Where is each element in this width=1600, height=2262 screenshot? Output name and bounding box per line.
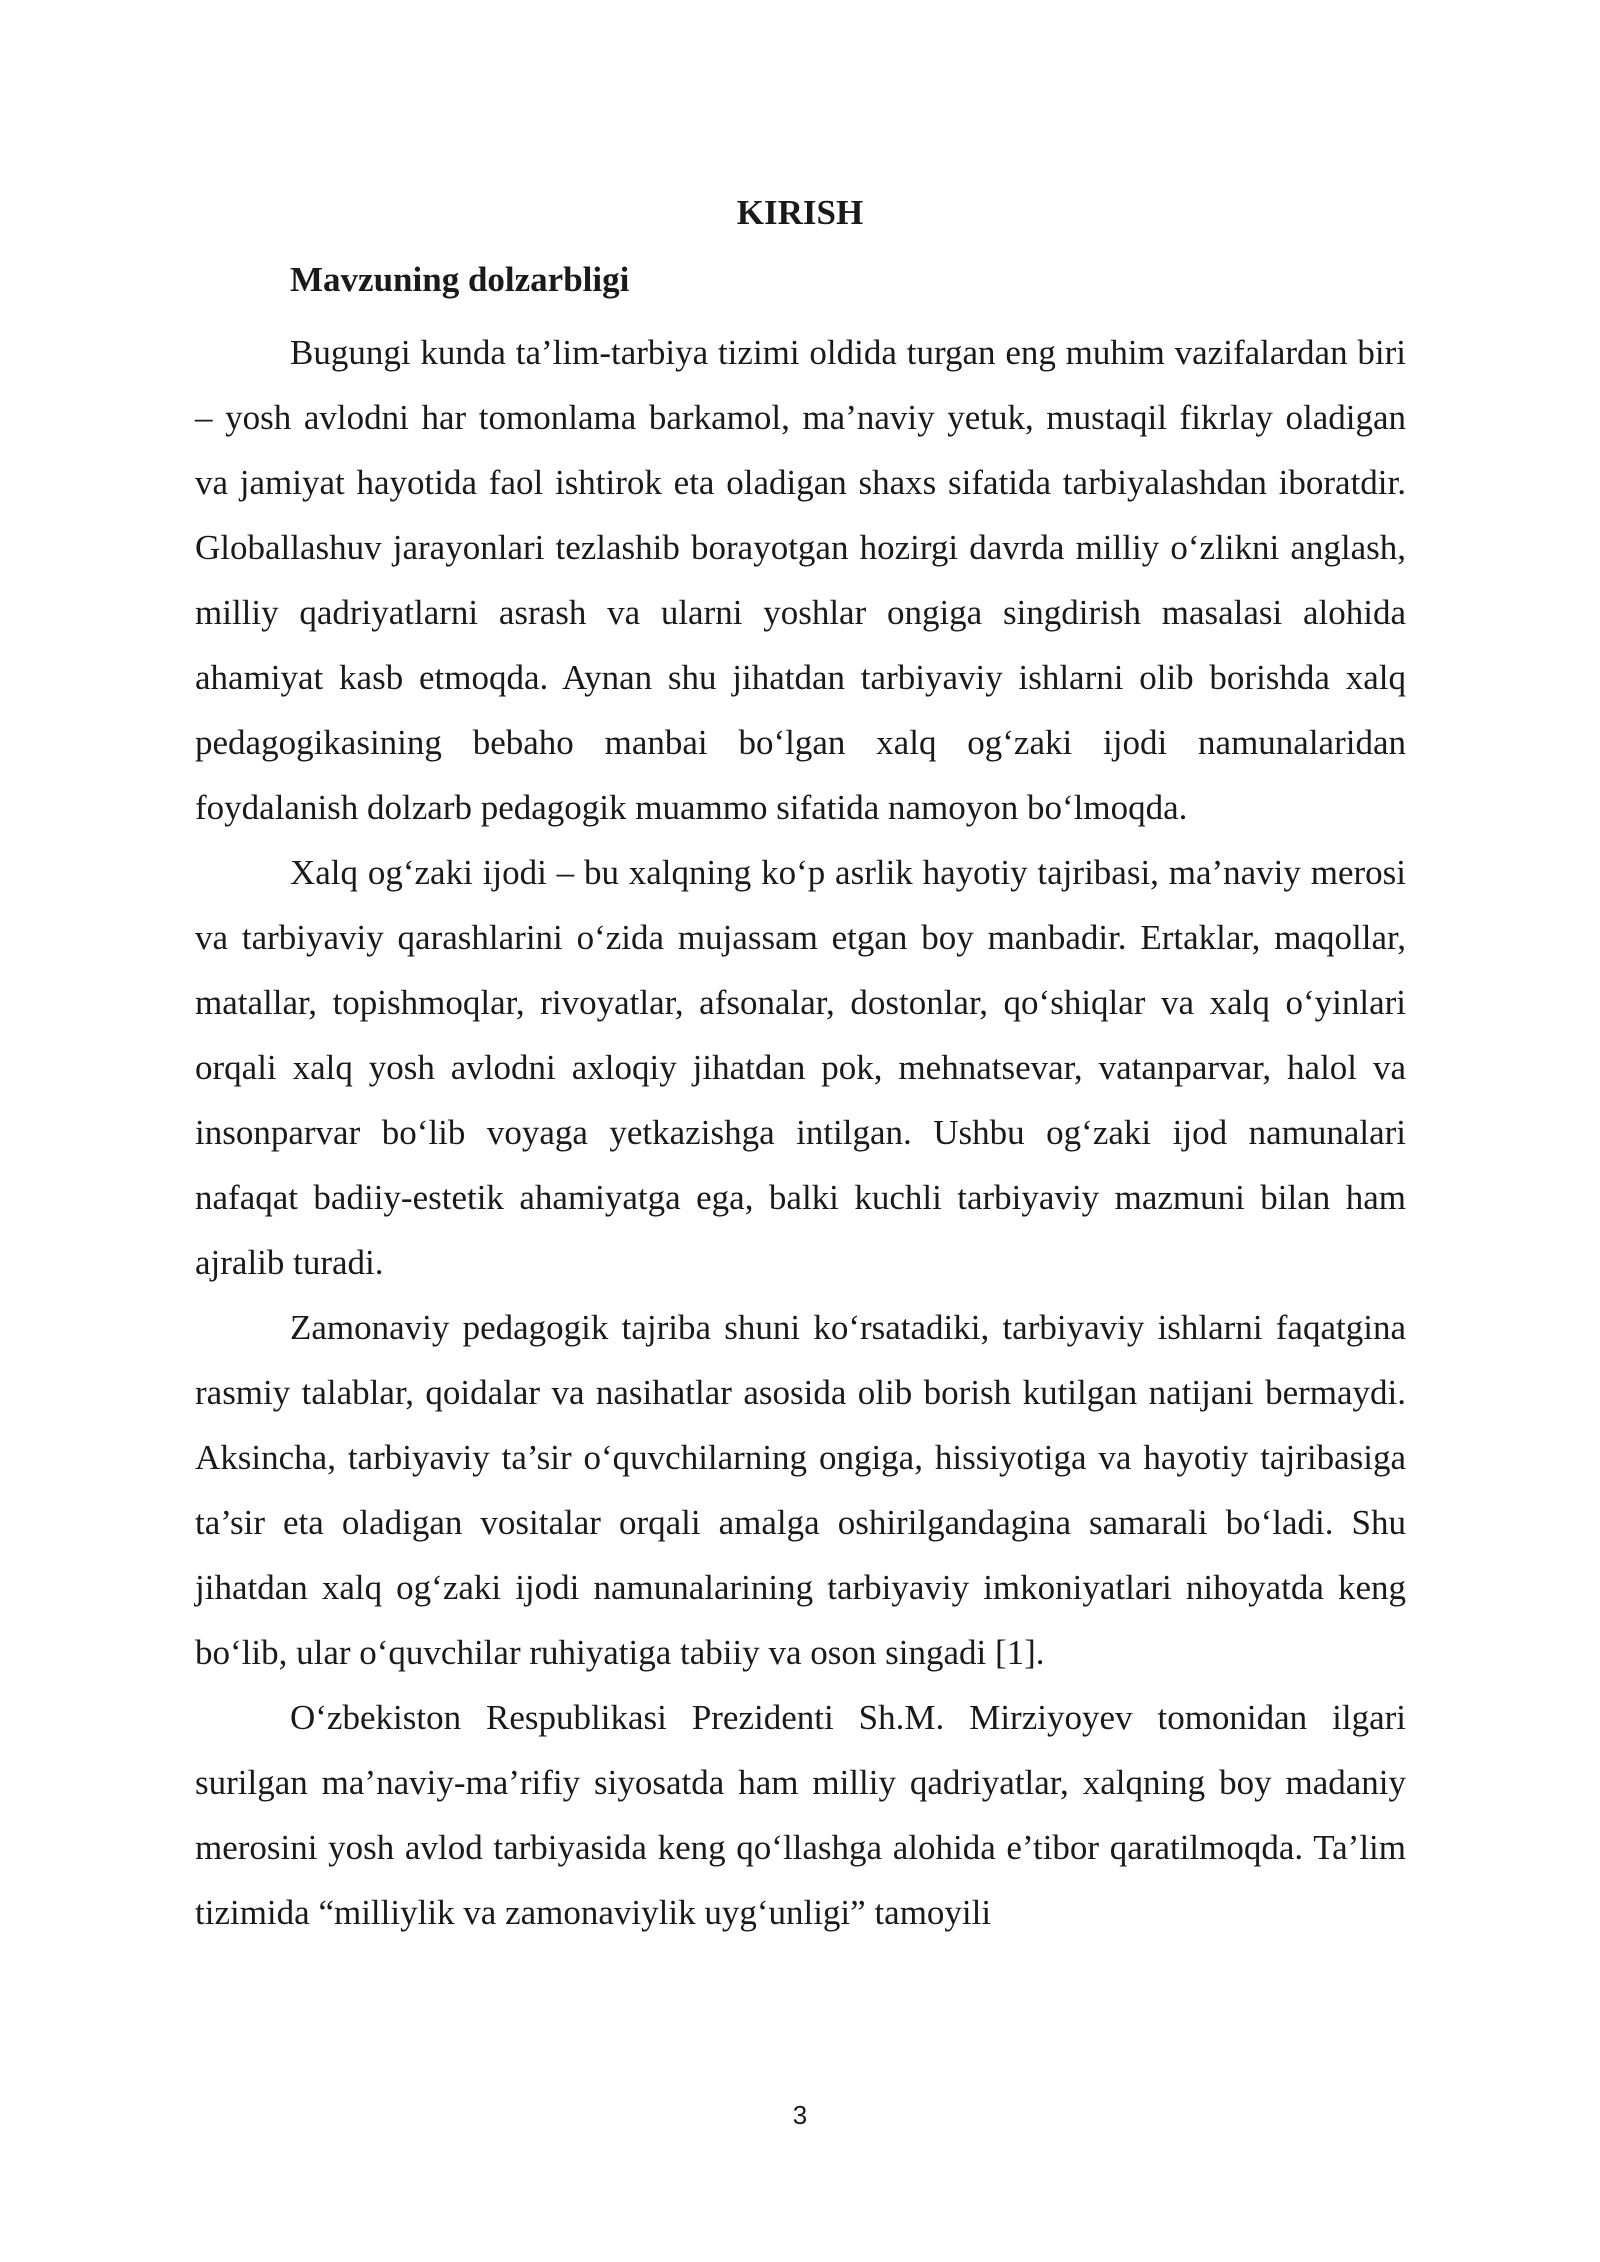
page-number: 3 — [792, 2100, 808, 2130]
paragraph-1: Bugungi kunda ta’lim-tarbiya tizimi oldida turgan eng muhim vazifalardan biri – yosh avlodni har tomonlama barkamol, ma’naviy yetuk, mustaqil fikrlay oladigan va jamiyat hayotida faol ishtirok eta oladigan shaxs sifatida tarbiyalashdan iboratdir. Globallashuv jarayonlari tezlashib borayotgan hozirgi davrda milliy o‘zlikni anglash, milliy qadriyatlarni asrash va ularni yoshlar ongiga singdirish masalasi alohida ahamiyat kasb etmoqda. Aynan shu jihatdan tarbiyaviy ishlarni olib borishda xalq pedagogikasining bebaho manbai bo‘lgan xalq og‘zaki ijodi namunalaridan foydalanish dolzarb pedagogik muammo sifatida namoyon bo‘lmoqda. — [195, 333, 1406, 827]
paragraph-3: Zamonaviy pedagogik tajriba shuni ko‘rsatadiki, tarbiyaviy ishlarni faqatgina rasmiy talablar, qoidalar va nasihatlar asosida olib borish kutilgan natijani bermaydi. Aksincha, tarbiyaviy ta’sir o‘quvchilarning ongiga, hissiyotiga va hayotiy tajribasiga ta’sir eta oladigan vositalar orqali amalga oshirilgandagina samarali bo‘ladi. Shu jihatdan xalq og‘zaki ijodi namunalarining tarbiyaviy imkoniyatlari nihoyatda keng bo‘lib, ular o‘quvchilar ruhiyatiga tabiiy va oson singadi [1]. — [195, 1308, 1406, 1672]
section-subtitle: Mavzuning dolzarbligi — [290, 260, 630, 299]
body-text — [195, 320, 1406, 1945]
paragraph-2: Xalq og‘zaki ijodi – bu xalqning ko‘p asrlik hayotiy tajribasi, ma’naviy merosi va tarbiyaviy qarashlarini o‘zida mujassam etgan boy manbadir. Ertaklar, maqollar, matallar, topishmoqlar, rivoyatlar, afsonalar, dostonlar, qo‘shiqlar va xalq o‘yinlari orqali xalq yosh avlodni axloqiy jihatdan pok, mehnatsevar, vatanparvar, halol va insonparvar bo‘lib voyaga yetkazishga intilgan. Ushbu og‘zaki ijod namunalari nafaqat badiiy-estetik ahamiyatga ega, balki kuchli tarbiyaviy mazmuni bilan ham ajralib turadi. — [195, 853, 1406, 1282]
section-title: KIRISH — [736, 193, 864, 232]
paragraph-4: O‘zbekiston Respublikasi Prezidenti Sh.M. Mirziyoyev tomonidan ilgari surilgan ma’naviy-ma’rifiy siyosatda ham milliy qadriyatlar, xalqning boy madaniy merosini yosh avlod tarbiyasida keng qo‘llashga alohida e’tibor qaratilmoqda. Ta’lim tizimida “milliylik va zamonaviylik uyg‘unligi” tamoyili — [195, 1698, 1406, 1932]
